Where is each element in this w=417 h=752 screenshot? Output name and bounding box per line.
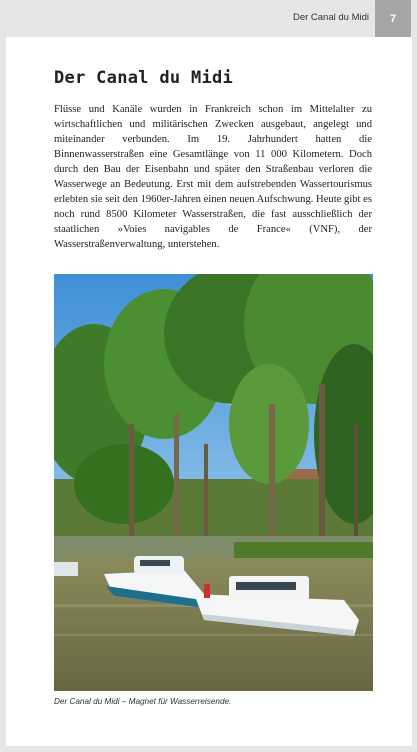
canal-photo (54, 274, 373, 691)
page-title: Der Canal du Midi (54, 68, 234, 88)
body-paragraph: Flüsse und Kanäle wurden in Frankreich schon im Mittelalter zu wirtschaftlichen und militärischen Zwecken ausgebaut, angelegt und miteinander verbunden. Im 19. Jahrhundert hatten die Binnenwasserstraßen eine Gesamtlänge von 11 000 Kilometern. Doch durch den Bau der Eisenbahn und später den Straßenbau verloren die Wasserwege an Bedeutung. Erst mit dem aufstrebenden Wassertourismus erlebten sie seit den 1960er-Jahren einen neuen Aufschwung. Heute gibt es noch rund 8500 Kilometer Wasserstraßen, die fast ausschließlich der staatlichen »Voies navigables de France« (VNF), der Wasserstraßenverwaltung, unterstehen. (54, 104, 372, 250)
page-number: 7 (375, 0, 411, 37)
photo-caption: Der Canal du Midi – Magnet für Wasserreisende. (54, 697, 232, 706)
running-head: Der Canal du Midi (292, 12, 369, 23)
